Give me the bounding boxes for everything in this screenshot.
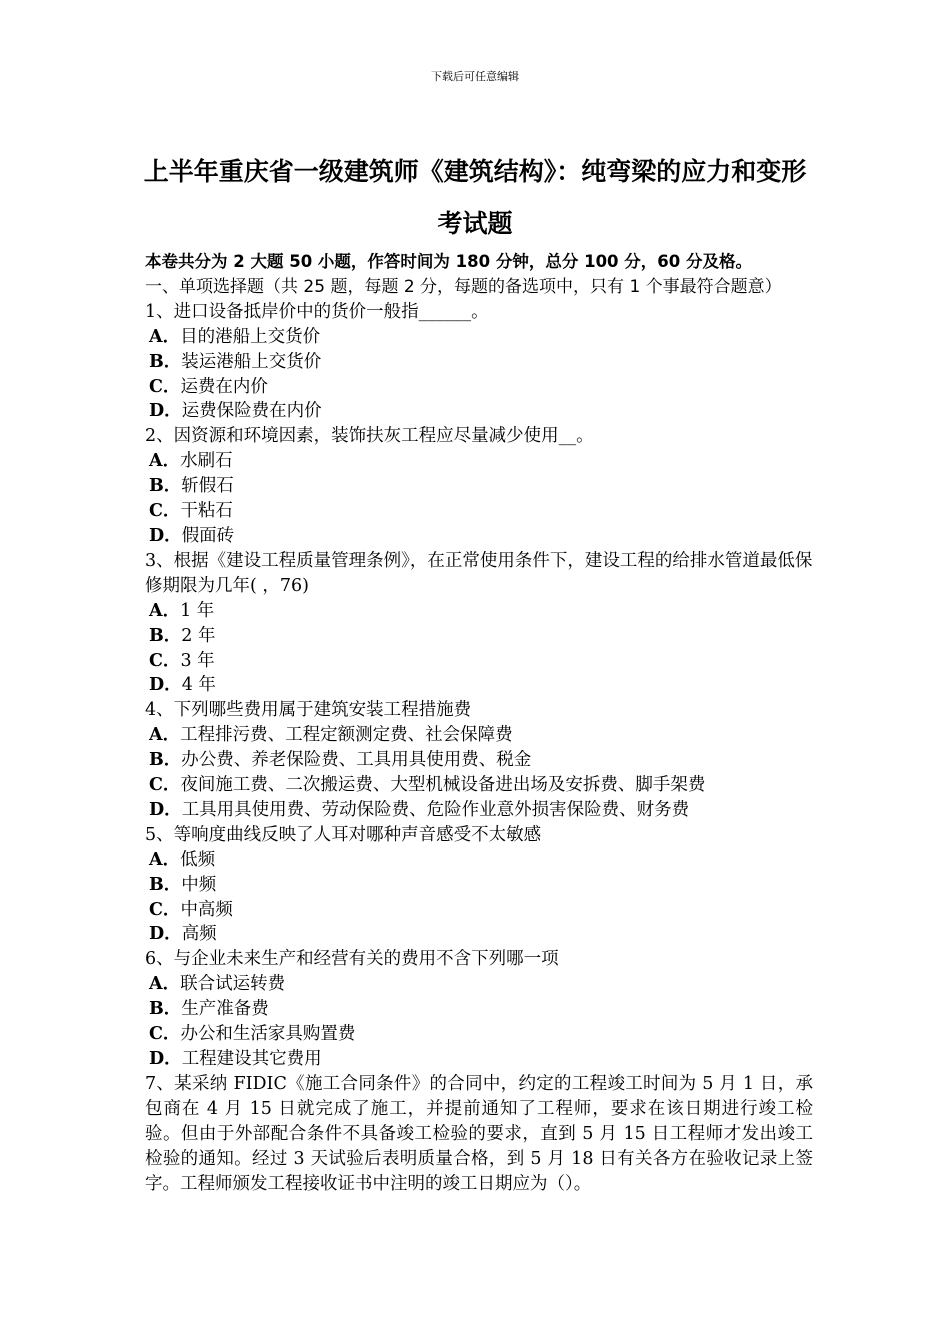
question-stem: 6、与企业未来生产和经营有关的费用不含下列哪一项 (145, 949, 559, 970)
option-text: 斩假石 (181, 476, 234, 497)
answer-option (145, 624, 813, 649)
answer-option (145, 1047, 813, 1072)
answer-option (145, 375, 813, 400)
option-letter: B． (149, 476, 182, 497)
document-title: 上半年重庆省一级建筑师《建筑结构》：纯弯梁的应力和变形考试题 (143, 157, 807, 238)
option-letter: D． (149, 525, 182, 546)
option-text: 3 年 (180, 650, 215, 671)
option-letter: C． (149, 376, 181, 397)
answer-option (145, 325, 813, 350)
option-text: 中频 (181, 874, 217, 895)
question-7-stem: 7、某采纳 FIDIC《施工合同条件》的合同中，约定的工程竣工时间为 5 月 1 日，承包商在 4 月 15 日就完成了施工，并提前通知了工程师，要求在该日期进行竣工检验。但由于外部配合条件不具备竣工检验的要求，直到 5 月 15 日工程师才发出竣工检验的通知。经过 3 天试验后表明质量合格，到 5 月 18 日有关各方在验收记录上签字。工程师颁发工程接收证书中注明的竣工日期应为（）。 (145, 1073, 813, 1194)
option-letter: C． (149, 1024, 181, 1045)
answer-option (145, 898, 813, 923)
question-stem: 1、进口设备抵岸价中的货价一般指______。 (145, 301, 489, 322)
answer-option (145, 723, 813, 748)
option-text: 低频 (180, 849, 216, 870)
option-text: 生产准备费 (181, 999, 269, 1020)
option-text: 运费保险费在内价 (181, 401, 322, 422)
option-letter: A． (149, 451, 181, 472)
answer-option (145, 673, 813, 698)
answer-option (145, 748, 813, 773)
option-text: 装运港船上交货价 (181, 351, 322, 372)
question-block (145, 947, 813, 1072)
option-letter: D． (149, 1049, 182, 1069)
option-letter: A． (149, 600, 181, 621)
option-letter: B． (149, 625, 182, 646)
answer-option (145, 922, 813, 947)
question-stem: 5、等响度曲线反映了人耳对哪种声音感受不太敏感 (145, 824, 542, 845)
answer-option (145, 848, 813, 873)
answer-option (145, 399, 813, 424)
option-text: 办公费、养老保险费、工具用具使用费、税金 (181, 750, 532, 771)
answer-option (145, 524, 813, 549)
answer-option (145, 474, 813, 499)
option-text: 中高频 (180, 899, 233, 920)
question-block (145, 549, 813, 698)
question-stem: 4、下列哪些费用属于建筑安装工程措施费 (145, 700, 472, 721)
answer-option (145, 449, 813, 474)
answer-option (145, 499, 813, 524)
question-stem: 2、因资源和环境因素，装饰扶灰工程应尽量减少使用__。 (145, 426, 594, 447)
option-letter: C． (149, 899, 181, 920)
option-text: 高频 (181, 924, 217, 945)
option-text: 2 年 (181, 625, 216, 646)
option-letter: C． (149, 775, 181, 796)
question-block (145, 698, 813, 823)
option-letter: A． (149, 974, 181, 995)
option-text: 假面砖 (181, 525, 235, 546)
question-block (145, 823, 813, 948)
option-letter: C． (149, 650, 181, 671)
question-stem: 3、根据《建设工程质量管理条例》，在正常使用条件下，建设工程的给排水管道最低保修期限为几年( ，76) (145, 550, 813, 596)
option-text: 4 年 (181, 675, 216, 696)
section-heading: 一、单项选择题（共 25 题，每题 2 分，每题的备选项中，只有 1 个事最符合题意） (145, 276, 782, 297)
option-letter: D． (149, 799, 182, 820)
question-block (145, 300, 813, 425)
option-text: 水刷石 (180, 451, 233, 472)
answer-option (145, 773, 813, 798)
option-letter: A． (149, 326, 181, 347)
option-text: 夜间施工费、二次搬运费、大型机械设备进出场及安拆费、脚手架费 (180, 775, 706, 796)
option-letter: B． (149, 351, 182, 372)
document-body (145, 250, 813, 1196)
question-list (145, 300, 813, 1072)
answer-option (145, 997, 813, 1022)
answer-option (145, 798, 813, 823)
exam-summary: 本卷共分为 2 大题 50 小题，作答时间为 180 分钟，总分 100 分，60 分及格。 (145, 252, 752, 271)
option-text: 运费在内价 (180, 376, 268, 397)
option-letter: A． (149, 849, 181, 870)
answer-option (145, 972, 813, 997)
option-text: 工程排污费、工程定额测定费、社会保障费 (180, 725, 513, 746)
question-block (145, 424, 813, 549)
option-text: 1 年 (180, 600, 215, 621)
answer-option (145, 1022, 813, 1047)
answer-option (145, 649, 813, 674)
option-letter: C． (149, 501, 181, 522)
option-letter: D． (149, 924, 182, 945)
answer-option (145, 599, 813, 624)
header-note: 下载后可任意编辑 (431, 70, 519, 83)
option-text: 干粘石 (180, 501, 233, 522)
option-letter: B． (149, 750, 182, 771)
option-text: 联合试运转费 (180, 974, 286, 995)
option-text: 目的港船上交货价 (180, 326, 321, 347)
option-letter: D． (149, 401, 182, 422)
option-letter: D． (149, 675, 182, 696)
answer-option (145, 873, 813, 898)
option-letter: B． (149, 999, 182, 1020)
option-text: 办公和生活家具购置费 (180, 1024, 356, 1045)
option-letter: A． (149, 725, 181, 746)
option-text: 工程建设其它费用 (181, 1049, 322, 1069)
option-letter: B． (149, 874, 182, 895)
answer-option (145, 350, 813, 375)
option-text: 工具用具使用费、劳动保险费、危险作业意外损害保险费、财务费 (181, 799, 690, 820)
